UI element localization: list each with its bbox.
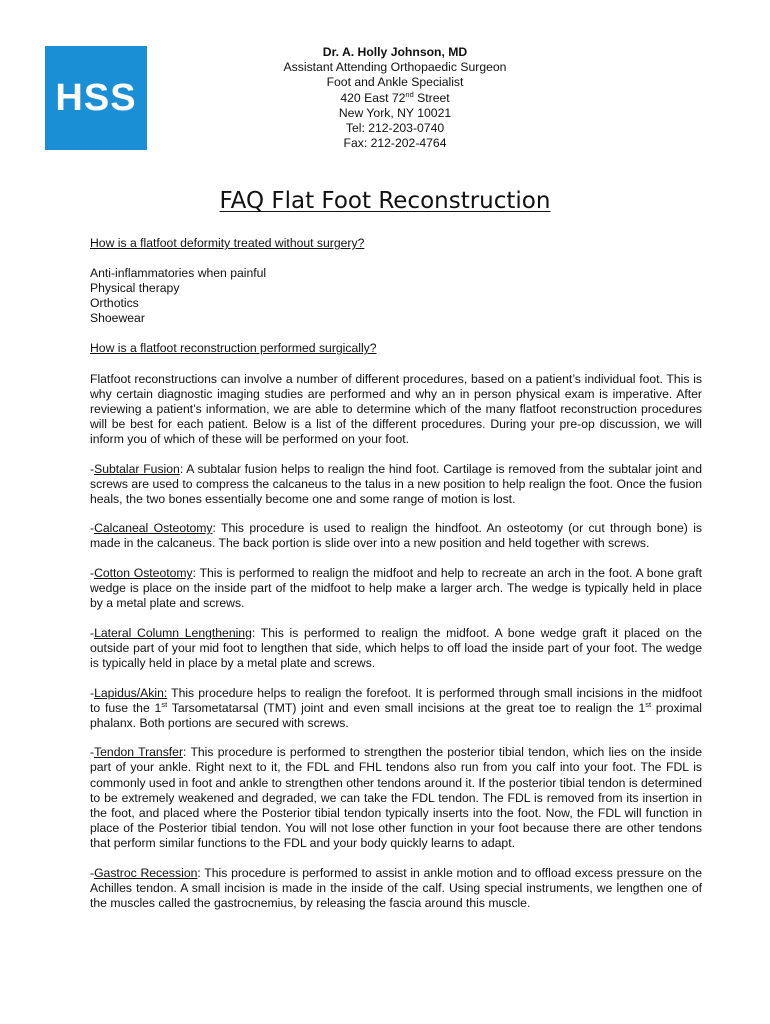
list-item: Orthotics [90, 296, 139, 311]
hss-logo [45, 46, 147, 150]
procedure-name: Cotton Osteotomy [94, 566, 193, 580]
doctor-name: Dr. A. Holly Johnson, MD [322, 45, 468, 59]
procedure-description: : This procedure is used to realign the hindfoot. An osteotomy (or cut through bone) is made in the calcaneus. The back portion is slide over into a new position and held together with screws. [90, 521, 702, 551]
list-item: Physical therapy [90, 281, 180, 296]
procedure-subtalar-fusion: -Subtalar Fusion: A subtalar fusion helps to realign the hind foot. Cartilage is removed from the subtalar joint and screws are used to compress the calcaneus to the talus in a new position to help realign the foot. Once the fusion heals, the two bones essentially become one and some range of motion is lost. [90, 461, 702, 506]
list-item: Anti-inflammatories when painful [90, 266, 267, 281]
question-surgical: How is a flatfoot reconstruction performed surgically? [90, 341, 377, 356]
letterhead [240, 45, 550, 151]
procedure-name: Lapidus/Akin: [94, 685, 168, 700]
list-item: Shoewear [90, 311, 145, 326]
procedure-name: Calcaneal Osteotomy [94, 521, 213, 536]
procedure-description-part3: proximal phalanx. Both portions are secured with screws. [90, 700, 702, 730]
procedure-description: : This is performed to realign the midfoot and help to recreate an arch in the foot. A bone graft wedge is place on the inside part of the midfoot to help make a larger arch. The wedge is typically held in place by a metal plate and screws. [90, 566, 702, 611]
procedure-description-part1: This procedure helps to realign the forefoot. It is performed through small incisions in the midfoot to fuse the 1 [90, 685, 702, 715]
procedure-gastroc-recession: -Gastroc Recession: This procedure is performed to assist in ankle motion and to offload excess pressure on the Achilles tendon. A small incision is made in the inside of the calf. Using special instruments, we lengthen one of the muscles called the gastrocnemius, by releasing the fascia around this muscle. [90, 865, 702, 910]
nonsurgical-treatment-list [90, 266, 702, 326]
procedure-name: Gastroc Recession [94, 865, 198, 880]
page-title: FAQ Flat Foot Reconstruction [219, 188, 551, 214]
procedure-name: Tendon Transfer [94, 745, 184, 760]
doctor-position: Assistant Attending Orthopaedic Surgeon [283, 60, 507, 75]
address-ordinal: nd [405, 89, 414, 99]
address-city: New York, NY 10021 [338, 105, 452, 120]
procedure-lapidus-akin: -Lapidus/Akin: This procedure helps to realign the forefoot. It is performed through small incisions in the midfoot to fuse the 1st Tarsometatarsal (TMT) joint and even small incisions at the great toe to realign the 1st proximal phalanx. Both portions are secured with screws. [90, 685, 702, 730]
address-street [240, 91, 550, 106]
procedure-cotton-osteotomy: -Cotton Osteotomy: This is performed to realign the midfoot and help to recreate an arch in the foot. A bone graft wedge is place on the inside part of the midfoot to help make a larger arch. The wedge is typically held in place by a metal plate and screws. [90, 566, 702, 611]
phone-number: Tel: 212-203-0740 [345, 121, 445, 136]
ordinal-superscript: st [161, 699, 168, 709]
logo-text: HSS [55, 76, 137, 119]
intro-paragraph: Flatfoot reconstructions can involve a number of different procedures, based on a patient’s individual foot. This is why certain diagnostic imaging studies are performed and why an in person physical exam is imperative. After reviewing a patient’s information, we are able to determine which of the many flatfoot reconstruction procedures will be best for each patient. Below is a list of the different procedures. During your pre-op discussion, we will inform you of which of these will be performed on your foot. [90, 371, 702, 446]
procedure-description: : A subtalar fusion helps to realign the hind foot. Cartilage is removed from the subtalar joint and screws are used to compress the calcaneus to the talus in a new position to help realign the foot. Once the fusion heals, the two bones essentially become one and some range of motion is lost. [90, 461, 702, 506]
procedure-name: Subtalar Fusion [94, 461, 180, 476]
fax-number: Fax: 212-202-4764 [343, 136, 447, 151]
question-nonsurgical: How is a flatfoot deformity treated without surgery? [90, 236, 365, 250]
procedure-calcaneal-osteotomy: -Calcaneal Osteotomy: This procedure is used to realign the hindfoot. An osteotomy (or cut through bone) is made in the calcaneus. The back portion is slide over into a new position and held together with screws. [90, 521, 702, 551]
doctor-specialty: Foot and Ankle Specialist [326, 75, 464, 90]
procedure-name: Lateral Column Lengthening [94, 625, 252, 640]
address-street-name: Street [413, 90, 450, 105]
procedure-description-part2: Tarsometatarsal (TMT) joint and even small incisions at the great toe to realign the 1 [167, 700, 646, 715]
ordinal-superscript: st [645, 699, 652, 709]
address-street-number: 420 East 72 [340, 90, 406, 105]
procedure-lateral-column-lengthening: -Lateral Column Lengthening: This is performed to realign the midfoot. A bone wedge graft it placed on the outside part of your mid foot to lengthen that side, which helps to off load the inside part of your foot. The wedge is typically held in place by a metal plate and screws. [90, 625, 702, 670]
procedure-description: : This procedure is performed to strengthen the posterior tibial tendon, which lies on the inside part of your ankle. Right next to it, the FDL and FHL tendons also run from you calf into your foot. The FDL is commonly used in foot and ankle to strengthen other tendons around it. If the posterior tibial tendon is determined to be extremely weakened and degraded, we can take the FDL tendon. The FDL is removed from its insertion in the foot, and placed where the Posterior tibial tendon typically inserts into the foot. Now, the FDL will function in place of the Posterior tibial tendon. You will not lose other function in your foot because there are other tendons that perform similar functions to the FDL and your body quickly learns to adapt. [90, 745, 702, 850]
procedure-description: : This is performed to realign the midfoot. A bone wedge graft it placed on the outside part of your mid foot to lengthen that side, which helps to off load the inside part of your foot. The wedge is typically held in place by a metal plate and screws. [90, 625, 702, 670]
procedure-description: : This procedure is performed to assist in ankle motion and to offload excess pressure on the Achilles tendon. A small incision is made in the inside of the calf. Using special instruments, we lengthen one of the muscles called the gastrocnemius, by releasing the fascia around this muscle. [90, 865, 702, 910]
procedure-tendon-transfer: -Tendon Transfer: This procedure is performed to strengthen the posterior tibial tendon, which lies on the inside part of your ankle. Right next to it, the FDL and FHL tendons also run from you calf into your foot. The FDL is commonly used in foot and ankle to strengthen other tendons around it. If the posterior tibial tendon is determined to be extremely weakened and degraded, we can take the FDL tendon. The FDL is removed from its insertion in the foot, and placed where the Posterior tibial tendon typically inserts into the foot. Now, the FDL will function in place of the Posterior tibial tendon. You will not lose other function in your foot because there are other tendons that perform similar functions to the FDL and your body quickly learns to adapt. [90, 745, 702, 850]
document-body [90, 236, 702, 925]
